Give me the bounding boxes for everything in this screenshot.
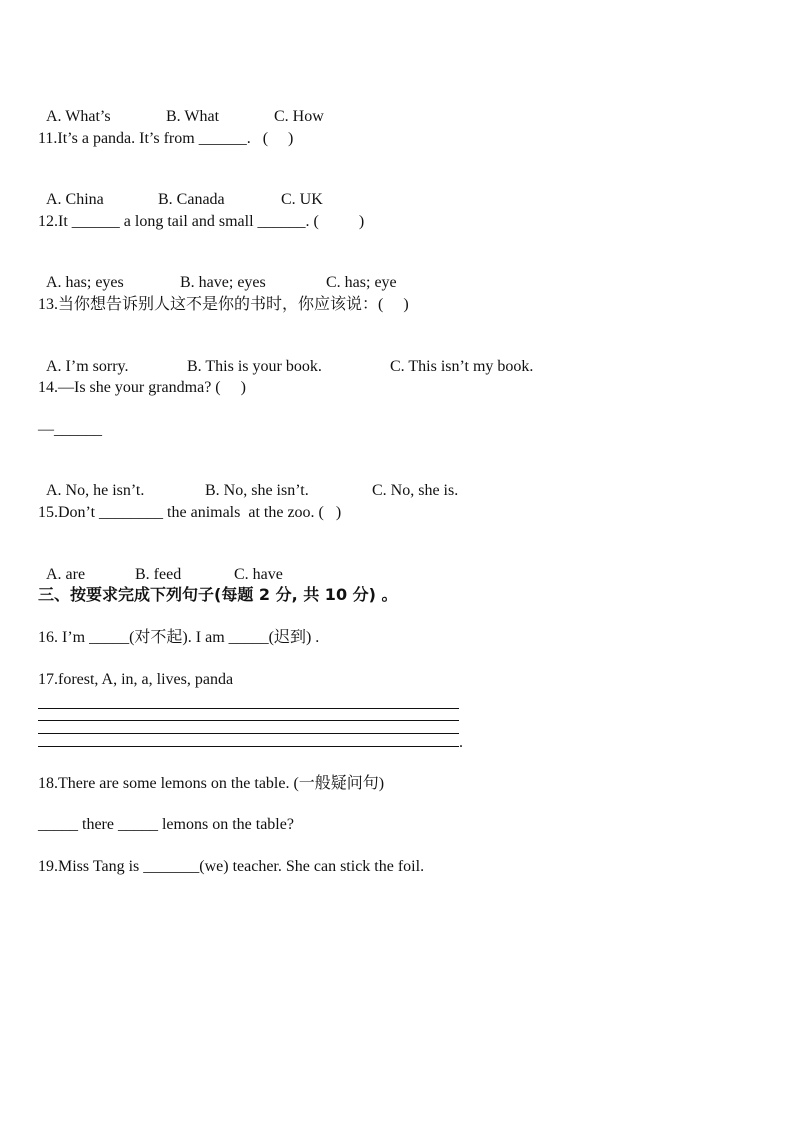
q12-option-a: A. has; eyes <box>46 274 124 291</box>
q13-option-a: A. I’m sorry. <box>46 358 129 375</box>
q14-option-b: B. No, she isn’t. <box>205 482 309 499</box>
q14-option-a: A. No, he isn’t. <box>46 482 145 499</box>
q12-stem: 12.It ______ a long tail and small ______. ( ) <box>38 213 365 230</box>
q14-stem: 14.—Is she your grandma? ( ) <box>38 379 246 396</box>
q14-options <box>38 461 458 501</box>
q19-stem: 19.Miss Tang is _______(we) teacher. She can stick the foil. <box>38 858 425 875</box>
q15-option-a: A. are <box>46 566 86 583</box>
q17-answer-rule-4 <box>38 746 459 747</box>
q14-option-c: C. No, she is. <box>372 482 459 499</box>
q17-answer-rule-1 <box>38 708 459 709</box>
q17-end-mark: . <box>459 734 463 751</box>
q15-option-c: C. have <box>234 566 283 583</box>
q17-answer-rule-3 <box>38 733 459 734</box>
q11-stem: 11.It’s a panda. It’s from ______. ( ) <box>38 130 294 147</box>
section-3-title: 三、按要求完成下列句子(每题 2 分, 共 10 分) 。 <box>38 585 398 604</box>
q15-option-b: B. feed <box>135 566 182 583</box>
q12-options <box>38 253 397 293</box>
q10-option-b: B. What <box>166 108 220 125</box>
q13-options <box>38 337 533 377</box>
q18-answer: _____ there _____ lemons on the table? <box>38 816 294 833</box>
q15-stem: 15.Don’t ________ the animals at the zoo. ( ) <box>38 504 342 521</box>
q18-stem: 18.There are some lemons on the table. (一般疑问句) <box>38 775 385 792</box>
q12-option-c: C. has; eye <box>326 274 397 291</box>
q12-option-b: B. have; eyes <box>180 274 266 291</box>
q10-options <box>38 87 324 127</box>
q10-option-a: A. What’s <box>46 108 111 125</box>
q17-stem: 17.forest, A, in, a, lives, panda <box>38 671 234 688</box>
q10-option-c: C. How <box>274 108 324 125</box>
q17-answer-rule-2 <box>38 720 459 721</box>
q13-option-b: B. This is your book. <box>187 358 322 375</box>
q11-option-b: B. Canada <box>158 191 225 208</box>
q15-options <box>38 545 283 585</box>
q11-option-c: C. UK <box>281 191 323 208</box>
q13-stem: 13.当你想告诉别人这不是你的书时，你应该说：( ) <box>38 296 409 313</box>
q16-stem: 16. I’m _____(对不起). I am _____(迟到) . <box>38 629 320 646</box>
q11-options <box>38 170 323 210</box>
q14-answer-line: —______ <box>38 421 102 438</box>
q11-option-a: A. China <box>46 191 104 208</box>
q13-option-c: C. This isn’t my book. <box>390 358 534 375</box>
